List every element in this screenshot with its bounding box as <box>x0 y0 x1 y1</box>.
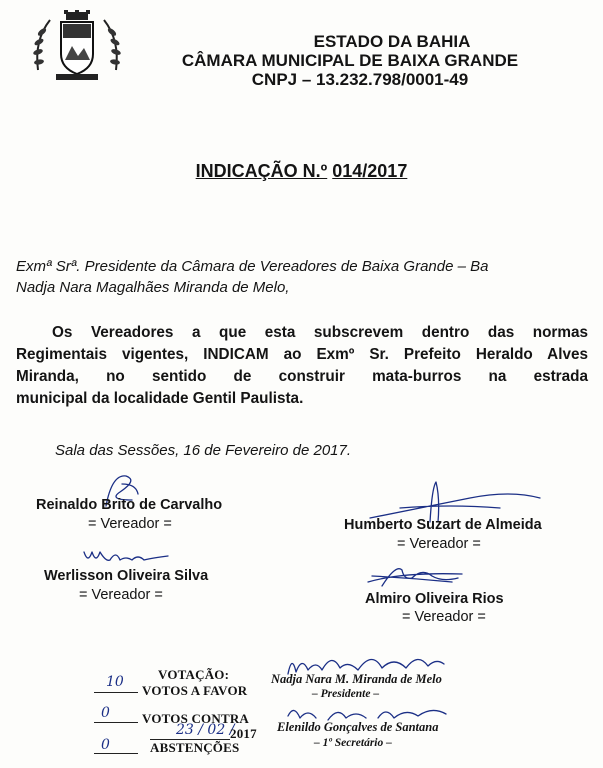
president-name: Nadja Nara M. Miranda de Melo <box>271 672 442 686</box>
signatory-role-4: = Vereador = <box>402 609 486 625</box>
votes-abstention-value: 0 <box>101 737 110 753</box>
signatory-role-2: = Vereador = <box>397 536 481 552</box>
addressee-line-2: Nadja Nara Magalhães Miranda de Melo, <box>16 279 290 296</box>
secretary-name: Elenildo Gonçalves de Santana <box>277 720 439 734</box>
header-state: ESTADO DA BAHIA <box>313 32 471 51</box>
header-chamber: CÂMARA MUNICIPAL DE BAIXA GRANDE <box>181 51 519 70</box>
coat-of-arms-icon <box>28 10 126 82</box>
session-date: Sala das Sessões, 16 de Fevereiro de 2017. <box>55 442 352 459</box>
body-line-2: Regimentais vigentes, INDICAM ao Exmº Sr. Prefeito Heraldo Alves <box>16 346 588 363</box>
body-line-1: Os Vereadores a que esta subscrevem dentro das normas <box>52 324 588 341</box>
signatory-name-2: Humberto Suzart de Almeida <box>344 517 542 533</box>
vote-date-year: 2017 <box>230 726 257 741</box>
title-label: INDICAÇÃO N.º <box>195 161 328 181</box>
signature-scribble-3 <box>80 546 172 568</box>
body-line-4: municipal da localidade Gentil Paulista. <box>16 390 304 407</box>
body-line-3: Miranda, no sentido de construir mata-burros na estrada <box>16 368 588 385</box>
signatory-name-1: Reinaldo Brito de Carvalho <box>36 497 223 513</box>
votes-abstention-underline <box>94 753 138 754</box>
signatory-name-4: Almiro Oliveira Rios <box>365 591 504 607</box>
vote-date-underline <box>150 739 230 740</box>
votes-favor-label: VOTOS A FAVOR <box>142 683 248 698</box>
votes-contra-label: VOTOS CONTRA <box>142 711 250 726</box>
president-role: – Presidente – <box>312 688 380 700</box>
vote-date-handwritten: 23 / 02 / <box>176 722 235 738</box>
signatory-name-3: Werlisson Oliveira Silva <box>44 568 209 584</box>
header-cnpj: CNPJ – 13.232.798/0001-49 <box>251 70 469 89</box>
signatory-role-3: = Vereador = <box>79 587 163 603</box>
votes-contra-underline <box>94 722 138 723</box>
signature-scribble-4 <box>362 562 472 590</box>
votes-abstention-label: ABSTENÇÕES <box>150 740 240 755</box>
voting-title: VOTAÇÃO: <box>158 667 230 682</box>
document-title <box>0 161 603 182</box>
votes-contra-value: 0 <box>101 705 110 721</box>
votes-favor-underline <box>94 692 138 693</box>
addressee-line-1: Exmª Srª. Presidente da Câmara de Vereadores de Baixa Grande – Ba <box>16 258 489 275</box>
title-number: 014/2017 <box>332 161 408 181</box>
body-paragraph <box>16 322 588 410</box>
votes-favor-value: 10 <box>106 674 124 690</box>
secretary-role: – 1º Secretário – <box>314 737 392 749</box>
signatory-role-1: = Vereador = <box>88 516 172 532</box>
